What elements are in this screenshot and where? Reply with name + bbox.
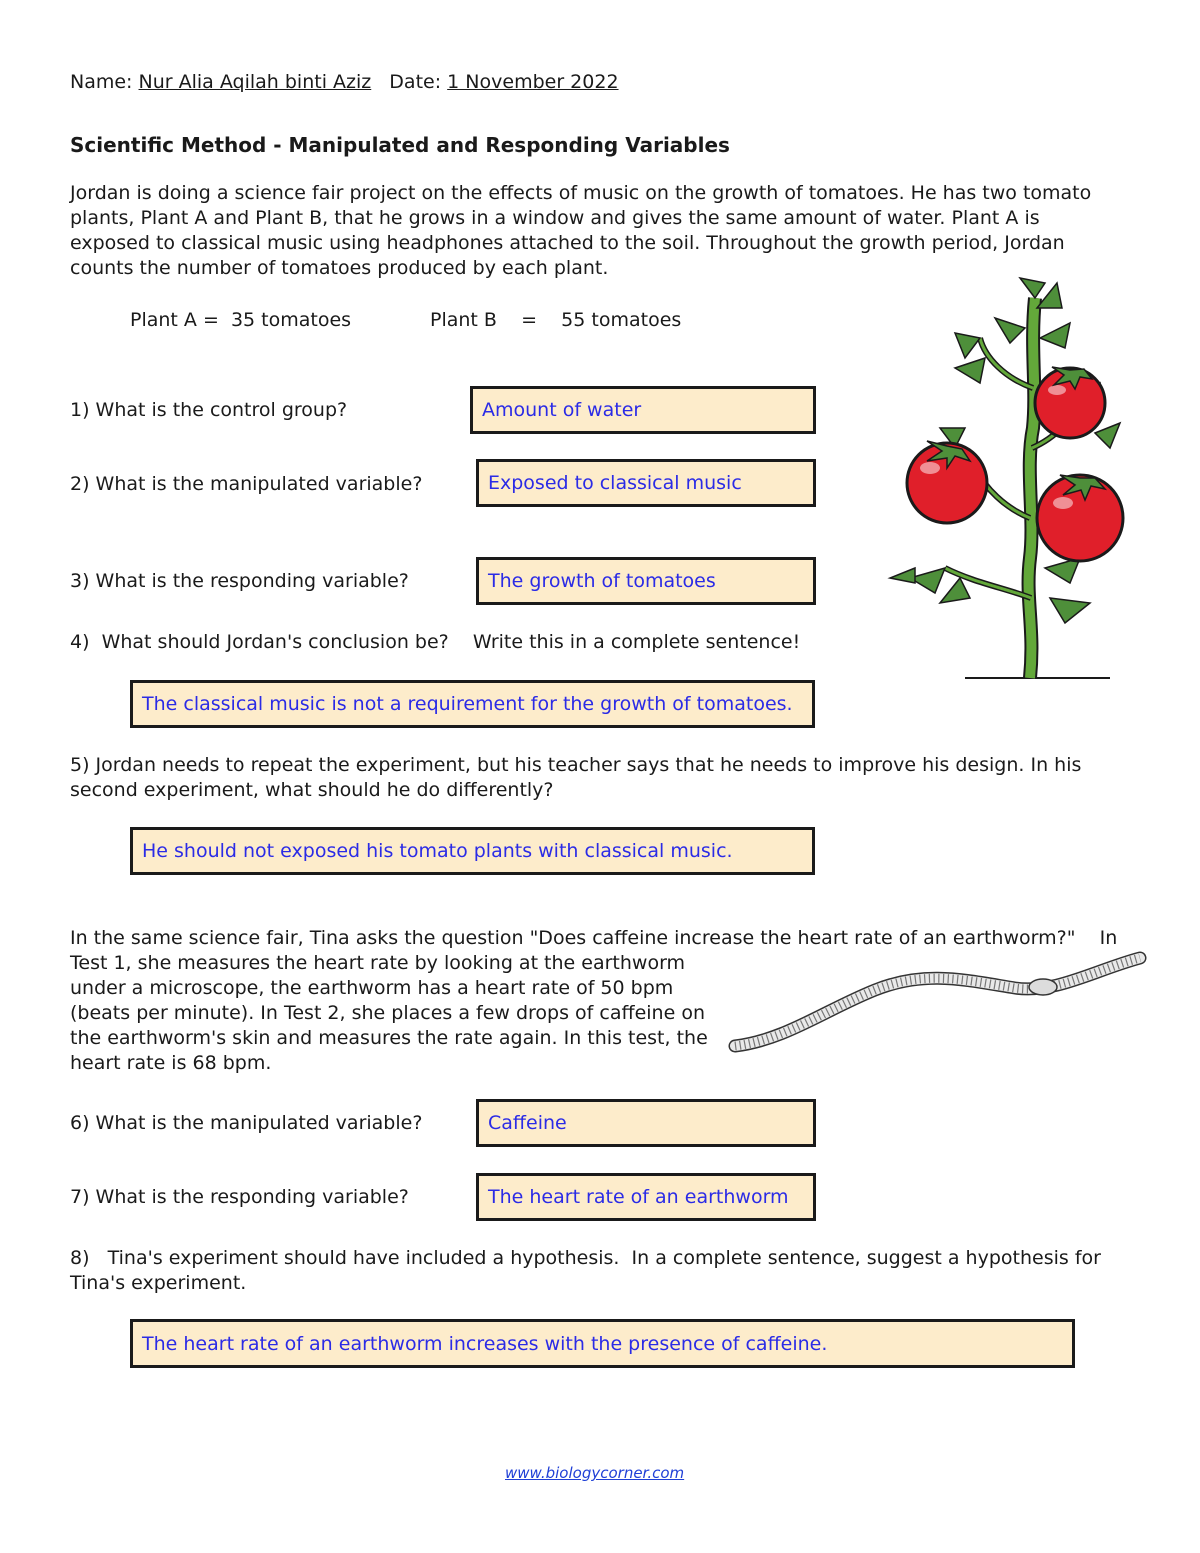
intro-line: plants, Plant A and Plant B, that he grows in a window and gives the same amount of water. Plant A is [70, 207, 1040, 229]
answer-box-7[interactable]: The heart rate of an earthworm [476, 1173, 816, 1221]
answer-box-6[interactable]: Caffeine [476, 1099, 816, 1147]
answer-box-3[interactable]: The growth of tomatoes [476, 557, 816, 605]
date-label: Date: [389, 71, 442, 93]
name-value: Nur Alia Aqilah binti Aziz [138, 71, 372, 93]
question-5-line: second experiment, what should he do differently? [70, 779, 554, 801]
intro-line: Jordan is doing a science fair project on the effects of music on the growth of tomatoes. He has two tomato [70, 182, 1092, 204]
intro-paragraph [70, 181, 1130, 281]
name-label: Name: [70, 71, 133, 93]
question-8-line: Tina's experiment. [70, 1272, 247, 1294]
date-value: 1 November 2022 [447, 71, 619, 93]
plant-a-result: Plant A = 35 tomatoes [130, 309, 352, 331]
question-5-line: 5) Jordan needs to repeat the experiment, but his teacher says that he needs to improve his design. In his [70, 754, 1082, 776]
question-4: 4) What should Jordan's conclusion be? Write this in a complete sentence! [70, 631, 801, 653]
tina-line: the earthworm's skin and measures the rate again. In this test, the [70, 1027, 708, 1049]
header-line [70, 71, 619, 93]
question-7: 7) What is the responding variable? [70, 1186, 409, 1208]
question-1: 1) What is the control group? [70, 399, 348, 421]
question-6: 6) What is the manipulated variable? [70, 1112, 423, 1134]
answer-box-2[interactable]: Exposed to classical music [476, 459, 816, 507]
answer-box-4[interactable]: The classical music is not a requirement for the growth of tomatoes. [130, 680, 815, 728]
tomato-plant-illustration [885, 268, 1135, 683]
tina-line: Test 1, she measures the heart rate by looking at the earthworm [70, 952, 686, 974]
question-5 [70, 753, 1081, 803]
earthworm-illustration [725, 950, 1150, 1060]
tina-line: heart rate is 68 bpm. [70, 1052, 272, 1074]
question-8-line: 8) Tina's experiment should have included a hypothesis. In a complete sentence, suggest a hypothesis for [70, 1247, 1101, 1269]
tina-line: (beats per minute). In Test 2, she places a few drops of caffeine on [70, 1002, 705, 1024]
answer-box-5[interactable]: He should not exposed his tomato plants with classical music. [130, 827, 815, 875]
question-3: 3) What is the responding variable? [70, 570, 409, 592]
question-8 [70, 1246, 1101, 1296]
plant-b-result: Plant B = 55 tomatoes [430, 309, 682, 331]
tina-line: In the same science fair, Tina asks the question "Does caffeine increase the heart rate of an earthworm?" In [70, 927, 1118, 949]
tina-line: under a microscope, the earthworm has a heart rate of 50 bpm [70, 977, 674, 999]
answer-box-1[interactable]: Amount of water [470, 386, 816, 434]
answer-box-8[interactable]: The heart rate of an earthworm increases with the presence of caffeine. [130, 1319, 1075, 1368]
page-title: Scientific Method - Manipulated and Responding Variables [70, 133, 730, 157]
intro-line: exposed to classical music using headphones attached to the soil. Throughout the growth period, Jordan [70, 232, 1065, 254]
question-2: 2) What is the manipulated variable? [70, 473, 423, 495]
intro-line: counts the number of tomatoes produced by each plant. [70, 257, 609, 279]
footer-link[interactable]: www.biologycorner.com [505, 1464, 685, 1482]
